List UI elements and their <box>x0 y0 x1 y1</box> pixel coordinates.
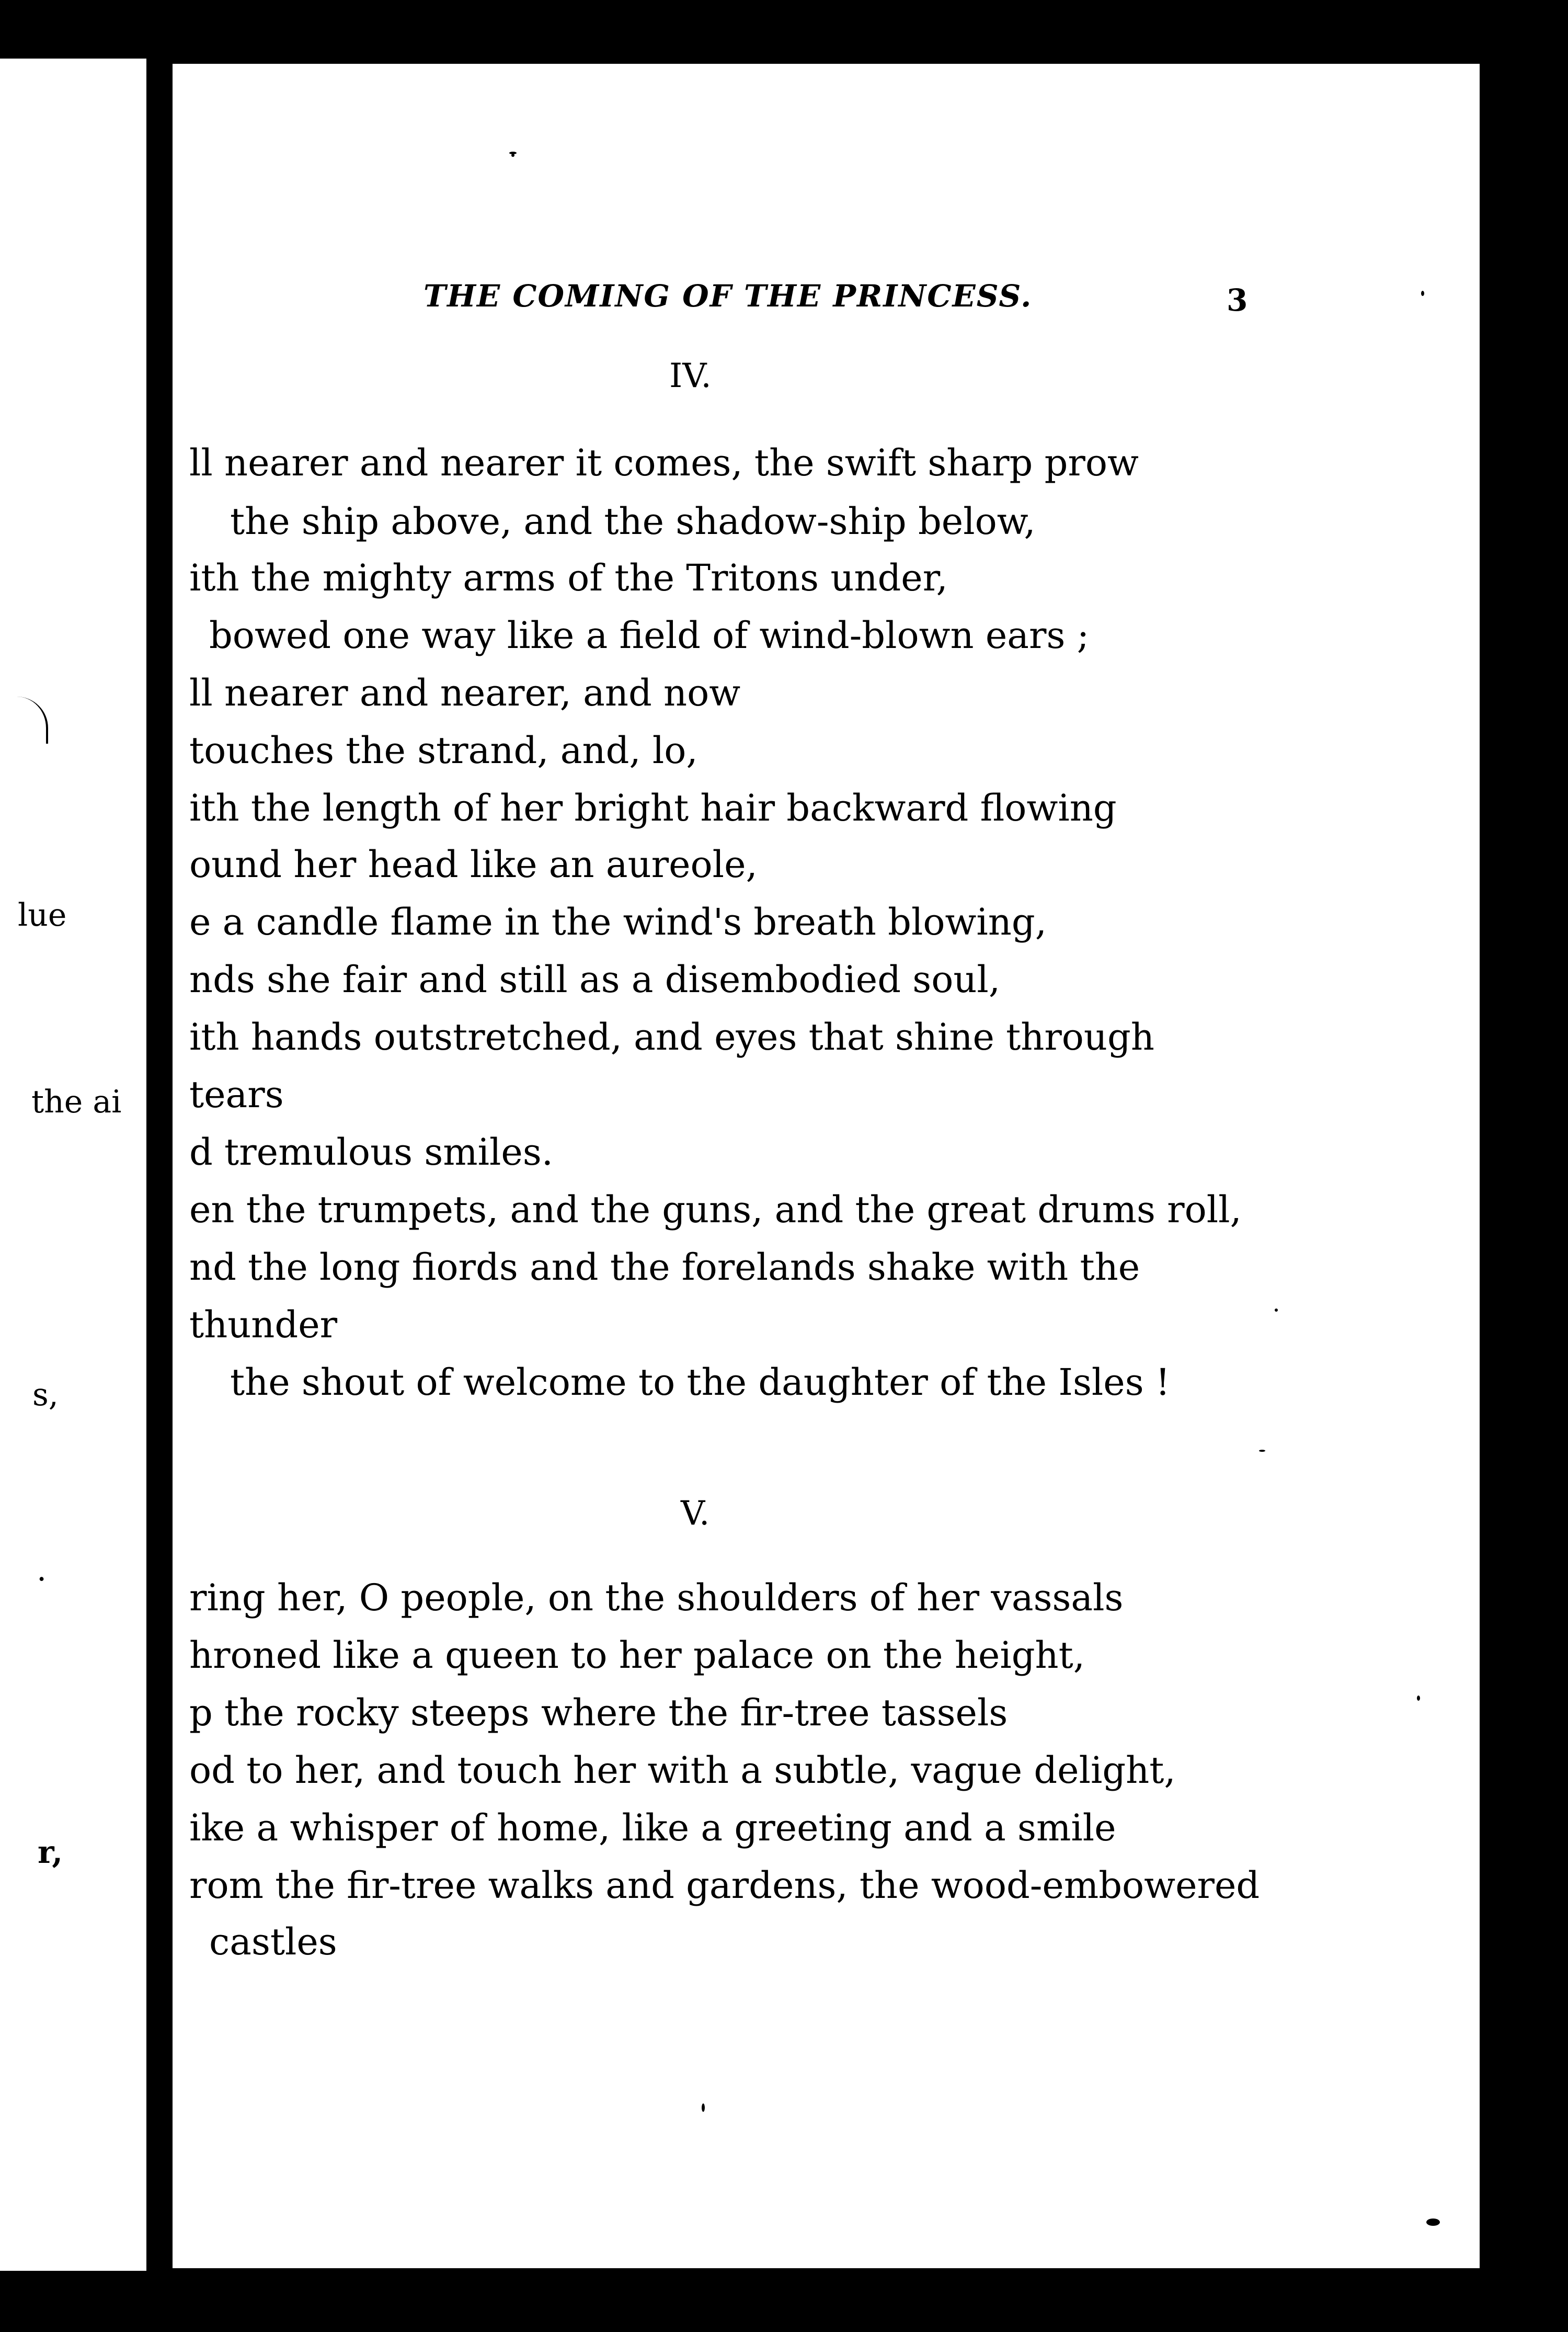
poem-line: en the trumpets, and the guns, and the great drums roll, <box>189 1188 1242 1231</box>
ink-speck <box>1275 1309 1278 1312</box>
left-fragment: lue <box>18 897 67 934</box>
running-head: THE COMING OF THE PRINCESS. <box>424 278 1033 314</box>
poem-line: rom the fir-tree walks and gardens, the wood-embowered <box>189 1864 1260 1907</box>
poem-line: ound her head like an aureole, <box>189 843 758 886</box>
poem-line: hroned like a queen to her palace on the height, <box>189 1634 1085 1677</box>
poem-line: touches the strand, and, lo, <box>189 729 698 772</box>
poem-line: the ship above, and the shadow-ship below, <box>230 500 1036 543</box>
poem-line: e a candle flame in the wind's breath blowing, <box>189 901 1047 943</box>
page-mark <box>15 697 48 744</box>
ink-speck <box>702 2103 705 2112</box>
ink-speck <box>1417 1696 1420 1701</box>
poem-line: ith hands outstretched, and eyes that shine through <box>189 1016 1154 1059</box>
stanza-numeral: V. <box>681 1494 710 1533</box>
poem-line: the shout of welcome to the daughter of the Isles ! <box>230 1361 1171 1404</box>
poem-line: ring her, O people, on the shoulders of her vassals <box>189 1576 1124 1619</box>
poem-line: bowed one way like a field of wind-blown ears ; <box>209 614 1090 657</box>
poem-line: od to her, and touch her with a subtle, vague delight, <box>189 1749 1176 1792</box>
ink-speck <box>1421 291 1424 296</box>
poem-line: ll nearer and nearer it comes, the swift sharp prow <box>189 441 1139 484</box>
poem-line: thunder <box>189 1303 338 1346</box>
left-fragment: s, <box>32 1377 59 1413</box>
ink-speck <box>511 154 514 157</box>
left-fragment: the ai <box>31 1084 122 1120</box>
poem-line: ll nearer and nearer, and now <box>189 672 741 714</box>
left-fragment: r, <box>38 1834 63 1871</box>
poem-line: ith the mighty arms of the Tritons under, <box>189 556 948 599</box>
ink-speck <box>1259 1450 1265 1452</box>
poem-line: p the rocky steeps where the fir-tree tassels <box>189 1691 1008 1734</box>
poem-line: nd the long fiords and the forelands shake with the <box>189 1246 1140 1289</box>
poem-line: nds she fair and still as a disembodied soul, <box>189 958 1001 1001</box>
ink-speck <box>1426 2219 1440 2226</box>
poem-line: castles <box>209 1920 337 1963</box>
poem-line: d tremulous smiles. <box>189 1131 554 1174</box>
stanza-numeral: IV. <box>669 357 712 395</box>
poem-line: tears <box>189 1073 284 1116</box>
poem-line: ike a whisper of home, like a greeting and a smile <box>189 1806 1116 1849</box>
poem-line: ith the length of her bright hair backward flowing <box>189 787 1117 829</box>
book-page <box>173 64 1480 2268</box>
left-fragment: . <box>37 1552 47 1588</box>
page-number: 3 <box>1227 282 1248 318</box>
